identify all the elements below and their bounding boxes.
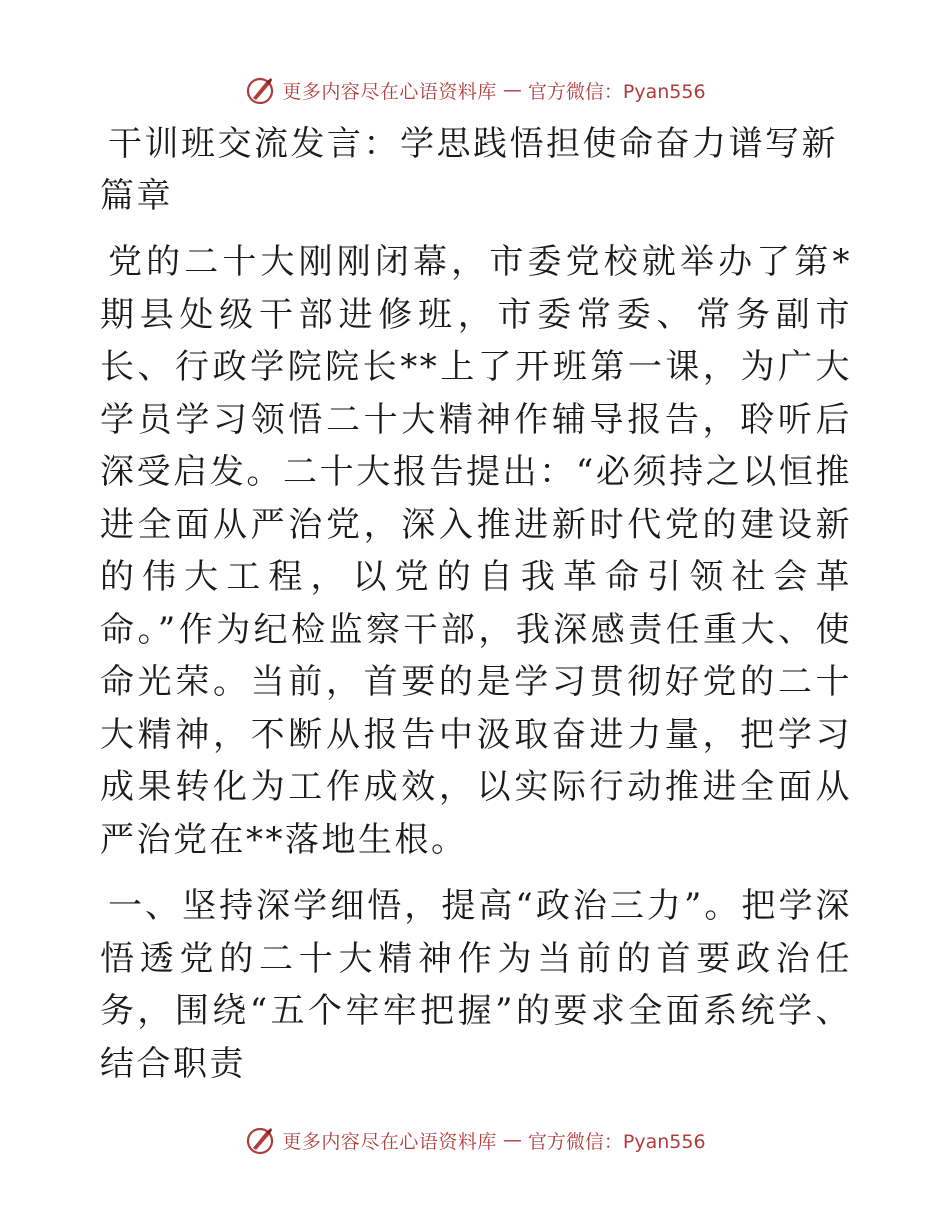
watermark-header [0, 70, 950, 110]
quill-pen-logo-icon [244, 74, 276, 106]
watermark-official: 官方微信：Pyan556 [527, 1130, 706, 1153]
paragraph-intro: 党的二十大刚刚闭幕，市委党校就举办了第*期县处级干部进修班，市委常委、常务副市长、行政学院院长**上了开班第一课，为广大学员学习领悟二十大精神作辅导报告，聆听后深受启发。二十大报告提出：“必须持之以恒推进全面从严治党，深入推进新时代党的建设新的伟大工程，以党的自我革命引领社会革命。”作为纪检监察干部，我深感责任重大、使命光荣。当前，首要的是学习贯彻好党的二十大精神，不断从报告中汲取奋进力量，把学习成果转化为工作成效，以实际行动推进全面从严治党在**落地生根。 [100, 242, 852, 860]
quill-pen-logo-icon [244, 1124, 276, 1156]
paragraph-section-one: 一、坚持深学细悟，提高“政治三力”。把学深悟透党的二十大精神作为当前的首要政治任务，围绕“五个牢牢把握”的要求全面系统学、结合职责 [100, 886, 852, 1084]
watermark-text: 更多内容尽在心语资料库 [282, 1130, 497, 1153]
watermark-official: 官方微信：Pyan556 [527, 80, 706, 103]
watermark-footer [0, 1120, 950, 1160]
watermark-separator: — [502, 79, 522, 101]
document-body [100, 118, 852, 1104]
document-title: 干训班交流发言：学思践悟担使命奋力谱写新篇章 [100, 124, 838, 216]
watermark-separator: — [502, 1129, 522, 1151]
watermark-text: 更多内容尽在心语资料库 [282, 80, 497, 103]
